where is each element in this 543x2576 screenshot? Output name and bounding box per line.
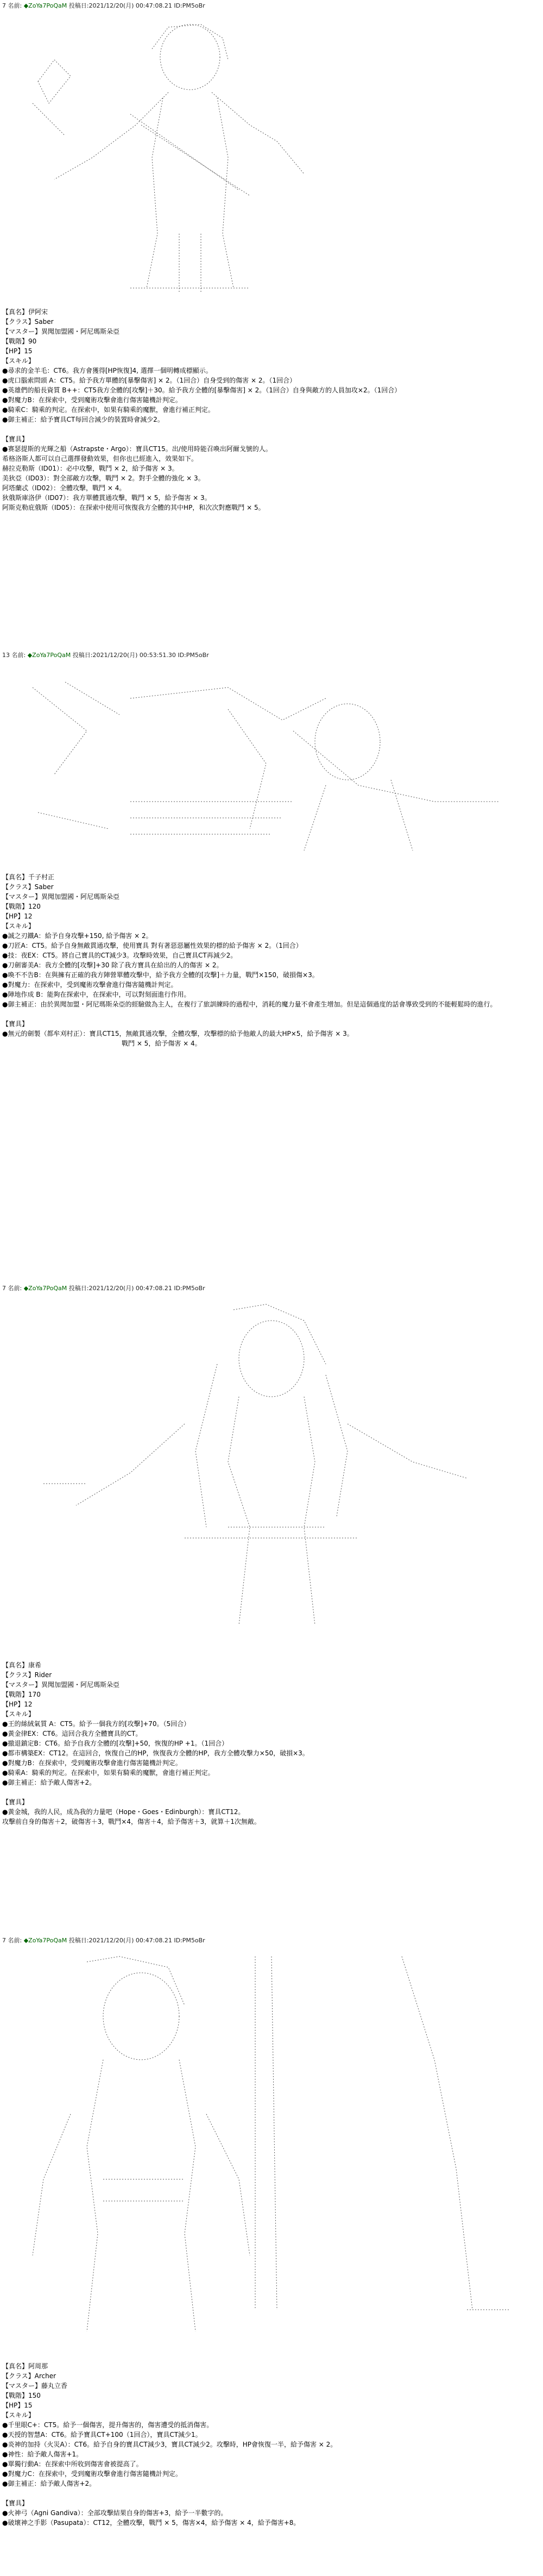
skill-line: ●技：夜EX：CT5。將自己寶具的CT減少3。攻擊時效果，自己寶具CT再減少2。	[2, 952, 237, 959]
servant-master: 【マスター】藤丸立香	[2, 2382, 68, 2390]
author-trip[interactable]: ◆ZoYa7PoQaM	[27, 652, 71, 659]
servant-profile	[2, 872, 496, 1048]
np-line: 赫拉克勒斯（ID01）：必中攻擊，戰鬥 × 2，給予傷害 × 3。	[2, 465, 179, 472]
skill-line: ●撤退鎮定B：CT6。給予自我方全體的[攻擊]+50，恢復的HP +1。（1回合）	[2, 1740, 229, 1747]
servant-true-name: 【真名】千子村正	[2, 873, 55, 881]
post-id[interactable]: ID:PM5oBr	[174, 1937, 205, 1944]
servant-master: 【マスター】異聞加盟國・阿尼瑪斯朵亞	[2, 1681, 120, 1689]
author-trip[interactable]: ◆ZoYa7PoQaM	[23, 1937, 67, 1944]
skill-line: ●虎口腦索問頭 A：CT5。給予我方單體的[暴擊傷害] × 2。（1回合）自身受到的傷害 × 2。（1回合）	[2, 377, 296, 384]
np-line: ●火神弓（Agni Gandiva）：全部攻擊結果自身的傷害+3，給予一半數字的。	[2, 2509, 228, 2517]
author-trip[interactable]: ◆ZoYa7PoQaM	[23, 1285, 67, 1292]
post	[0, 0, 543, 511]
servant-ability: 【戰階】90	[2, 337, 37, 345]
name-label: 名前:	[8, 1285, 22, 1292]
servant-true-name: 【真名】阿周那	[2, 2362, 48, 2370]
post-date: 投稿日:2021/12/20(月) 00:53:51.30	[72, 652, 176, 659]
skill-line: ●炎神的加持（火災A）：CT6。給予自身的寶具CT減少3，寶具CT減少2。攻擊時，HP會恢復一半，給予傷害 × 2。	[2, 2441, 337, 2448]
servant-hp: 【HP】12	[2, 1700, 33, 1708]
skill-line: ●對魔力B：在探索中，受到魔術攻擊會進行傷害隨機計判定。	[2, 1759, 182, 1767]
servant-class: 【クラス】Archer	[2, 2372, 56, 2380]
name-label: 名前:	[11, 652, 26, 659]
skill-line: ●御主補正：給予敵人傷害+2。	[2, 2480, 96, 2487]
servant-true-name: 【真名】伊阿宋	[2, 308, 48, 316]
np-line: ●赛瑟提斯的光輝之船（Astrapste・Argo）：寶具CT15。出/使用時能召喚出阿爾戈號的人。	[2, 445, 272, 453]
ascii-art-illustration	[22, 1951, 521, 2353]
skill-line: ●尋求的金羊毛：CT6。我方會獲得[HP恢復]4, 選擇一個明轉成標顯示。	[2, 367, 212, 374]
post-header	[2, 1936, 205, 1944]
post-header	[2, 1284, 205, 1292]
servant-profile	[2, 2361, 337, 2528]
skill-line: ●誠之刃鐵A：給予自身攻擊+150, 給予傷害 × 2。	[2, 932, 153, 940]
skill-line: ●王的絲絨氣質 A：CT5。給予一個我方的[攻擊]+70。（5回合）	[2, 1720, 191, 1728]
post-id[interactable]: ID:PM5oBr	[174, 2, 205, 9]
skill-line: ●黃金律EX：CT6。這回合我方全體寶具的CT。	[2, 1730, 142, 1737]
np-line: ●破壞神之手影（Pasupata）：CT12，全體攻擊，戰鬥 × 5，傷害×4，給予傷害 × 4，給予傷害+8。	[2, 2519, 300, 2527]
skill-line: ●御主補正：由於異聞加盟・阿尼瑪斯朵亞的經驗做為主人，在複行了旅訓練時的過程中，消耗的魔力量不會產生增加。但是這個過度的話會導致受到的不能輕鬆時的進行。	[2, 1001, 497, 1008]
ascii-art-illustration	[22, 1299, 510, 1647]
post-date: 投稿日:2021/12/20(月) 00:47:08.21	[68, 1937, 172, 1944]
skill-line: ●陣地作成 B：能夠在探索中，在探索中，可以對刻面進行作用。	[2, 991, 191, 998]
skill-header: 【スキル】	[2, 2411, 35, 2419]
skill-line: ●刀劍審美A：我方全體的[攻擊]+30 除了我方寶具在給出的人的傷害 × 2。	[2, 961, 223, 969]
skill-line: ●天授的智慧A：CT6。給予寶具CT+100（1回合），寶具CT減少1。	[2, 2431, 202, 2439]
servant-profile	[2, 1660, 309, 1827]
servant-ability: 【戰階】120	[2, 903, 41, 910]
post-id[interactable]: ID:PM5oBr	[178, 652, 209, 659]
servant-hp: 【HP】12	[2, 912, 33, 920]
servant-ability: 【戰階】170	[2, 1691, 41, 1698]
post-date: 投稿日:2021/12/20(月) 00:47:08.21	[68, 1285, 172, 1292]
np-header: 【寶具】	[2, 1798, 29, 1806]
skill-line: ●對魔力：在探索中，受到魔術攻擊會進行傷害隨機計判定。	[2, 981, 178, 989]
skill-line: ●騎乘C：騎乘的判定。在探索中，如果有騎乘的魔獸，會進行補正判定。	[2, 406, 214, 414]
post-header	[2, 1, 205, 10]
servant-hp: 【HP】15	[2, 347, 33, 355]
servant-class: 【クラス】Rider	[2, 1671, 52, 1679]
skill-line: ●喚不不告B：在與擁有正確的我方陣營單體攻擊中，給予我方全體的[攻擊]＋力量，戰鬥×150，破損傷×3。	[2, 971, 319, 979]
servant-master: 【マスター】異聞加盟國・阿尼瑪斯朵亞	[2, 328, 120, 335]
np-line: 希格洛斯人都可以自己選擇發動效果，但你也已經進入，效果如下。	[2, 455, 198, 462]
skill-line: ●御主補正：給予敵人傷害+2。	[2, 1779, 96, 1786]
post	[0, 649, 543, 1139]
post-date: 投稿日:2021/12/20(月) 00:47:08.21	[68, 2, 172, 9]
np-line: 狄俄斯庫洛伊（ID07）：我方單體貫通攻擊，戰鬥 × 5，給予傷害 × 3。	[2, 494, 211, 502]
post-number: 7	[2, 2, 6, 9]
ascii-art-illustration	[22, 666, 510, 861]
np-line: 阿斯克勒庇俄斯（ID05）：在探索中使用可恢復我方全體的其中HP，和次次對應戰鬥 × 5。	[2, 504, 265, 511]
skill-line: ●刀匠A：CT5。給予自身無敵貫通攻擊，使用寶具 對有著惡惡屬性效果的標的給予傷害 × 2。（1回合）	[2, 942, 302, 949]
np-header: 【寶具】	[2, 1020, 29, 1028]
skill-line: ●對魔力B：在探索中，受到魔術攻擊會進行傷害隨機計判定。	[2, 396, 182, 404]
skill-line: ●千里眼C+：CT5。給予一個傷害，提升傷害的，傷害遭受的抵消傷害。	[2, 2421, 213, 2429]
servant-ability: 【戰階】150	[2, 2392, 41, 2399]
skill-line: ●御主補正：給予寶具CT每回合減少的裝置時會減少2。	[2, 416, 164, 423]
author-trip[interactable]: ◆ZoYa7PoQaM	[23, 2, 67, 9]
post-id[interactable]: ID:PM5oBr	[174, 1285, 205, 1292]
name-label: 名前:	[8, 1937, 22, 1944]
np-line: 戰鬥 × 5，給予傷害 × 4。	[122, 1040, 201, 1047]
servant-true-name: 【真名】康希	[2, 1661, 42, 1669]
skill-line: ●單獨行動A：在探索中所收到傷害會被提高了。	[2, 2460, 143, 2468]
servant-class: 【クラス】Saber	[2, 883, 54, 891]
skill-header: 【スキル】	[2, 357, 35, 365]
skill-line: ●對魔力C：在探索中，受到魔術攻擊會進行傷害隨機計判定。	[2, 2470, 182, 2478]
post-header	[2, 651, 209, 659]
skill-line: ●騎乘A：騎乘的判定。在探索中，如果有騎乘的魔獸，會進行補正判定。	[2, 1769, 214, 1777]
np-line: 阿塔蘭忒（ID02）：全體攻擊，戰鬥 × 4。	[2, 484, 126, 492]
np-line: ●黃金城，我的人民，成為我的力量吧（Hope・Goes・Edinburgh）：寶具CT12。	[2, 1808, 245, 1816]
np-line: ●無元的劍製（都牟刈村正）：寶具CT15，無敵貫通攻擊，全體攻擊，攻擊標的給予他敵人的最大HP×5，給予傷害 × 3。	[2, 1030, 353, 1037]
np-line: 美狄亞（ID03）：對全部敵方攻擊，戰鬥 × 2。對手全體的強化 × 3。	[2, 474, 205, 482]
np-header: 【寶具】	[2, 435, 29, 443]
post-number: 7	[2, 1285, 6, 1292]
post	[0, 1283, 543, 1880]
ascii-art-illustration	[22, 16, 348, 299]
servant-master: 【マスター】異聞加盟國・阿尼瑪斯朵亞	[2, 893, 120, 901]
skill-header: 【スキル】	[2, 922, 35, 930]
skill-header: 【スキル】	[2, 1710, 35, 1718]
servant-class: 【クラス】Saber	[2, 318, 54, 326]
np-line: 攻擊前自身的傷害＋2，破傷害＋3，戰鬥×4，傷害＋4，給予傷害＋3，就算＋1次無敵。	[2, 1818, 261, 1825]
skill-line: ●都市構築EX：CT12。在這回合，恢復自己的HP，恢復我方全體的HP，我方全體攻擊力×50，破損×3。	[2, 1749, 309, 1757]
np-header: 【寶具】	[2, 2499, 29, 2507]
post-number: 7	[2, 1937, 6, 1944]
servant-profile	[2, 307, 401, 512]
skill-line: ●神性：給予敵人傷害+1。	[2, 2450, 83, 2458]
post	[0, 1935, 543, 2576]
servant-hp: 【HP】15	[2, 2402, 33, 2409]
name-label: 名前:	[8, 2, 22, 9]
skill-line: ●英雄們的船長資質 B++：CT5我方全體的[攻擊]＋30。給予我方全體的[暴擊傷害] × 2。（1回合）自身與敵方的人員加攻×2。（1回合）	[2, 386, 401, 394]
post-number: 13	[2, 652, 10, 659]
